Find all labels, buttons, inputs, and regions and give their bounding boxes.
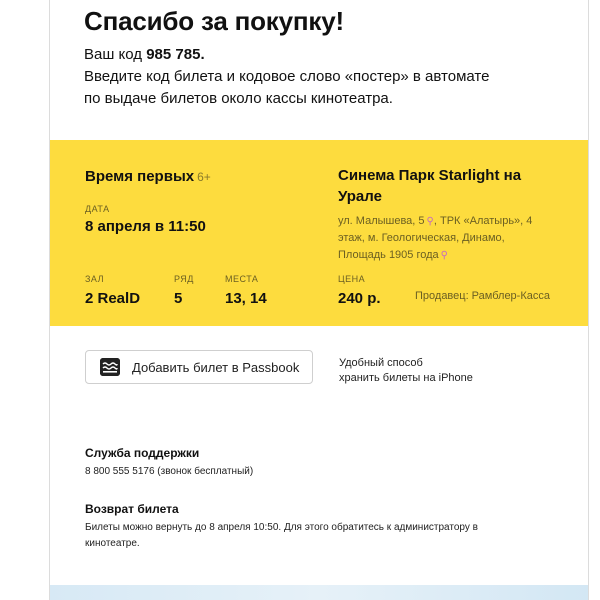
code-prefix: Ваш код xyxy=(84,46,143,63)
date-label: ДАТА xyxy=(85,204,110,214)
address-mall: ТРК «Алатырь», 4 этаж, xyxy=(338,215,533,244)
hall-value: 2 RealD xyxy=(85,290,141,307)
price-value: 240 р. xyxy=(338,290,381,307)
passbook-note-line-2: хранить билеты на iPhone xyxy=(339,372,473,384)
refund-title: Возврат билета xyxy=(85,502,179,516)
refund-text-line-2: кинотеатре. xyxy=(85,538,140,549)
map-pin-icon[interactable]: ⚲ xyxy=(440,250,448,261)
address-street: ул. Малышева, 5 xyxy=(338,215,425,227)
code-line xyxy=(84,44,489,66)
passbook-icon xyxy=(100,358,120,376)
address-square: Площадь 1905 года xyxy=(338,249,439,261)
intro-text xyxy=(84,44,489,110)
footer-banner xyxy=(50,585,588,600)
age-rating: 6+ xyxy=(197,170,211,184)
support-phone[interactable]: 8 800 555 5176 (звонок бесплатный) xyxy=(85,466,254,477)
cinema-name: Синема Парк Starlight на Урале xyxy=(338,167,522,205)
address-metro: м. Геологическая, Динамо, xyxy=(367,232,505,244)
instruction-line-1: Введите код билета и кодовое слово «постер» в автомате xyxy=(84,68,490,85)
row-value: 5 xyxy=(174,290,183,307)
content-border-right xyxy=(588,0,589,600)
ticket-code: 985 785. xyxy=(146,46,205,63)
movie-title xyxy=(85,168,211,185)
cinema-address: ул. Малышева, 5 ⚲, ТРК «Алатырь», 4 этаж, м. Геологическая, Динамо, Площадь 1905 года ⚲ xyxy=(338,215,533,261)
support-title: Служба поддержки xyxy=(85,446,200,460)
page-title: Спасибо за покупку! xyxy=(84,6,344,36)
movie-title-text: Время первых xyxy=(85,168,195,185)
map-pin-icon[interactable]: ⚲ xyxy=(426,216,434,227)
passbook-note-line-1: Удобный способ xyxy=(339,357,423,369)
instruction-line-2: по выдаче билетов около кассы кинотеатра. xyxy=(84,90,393,107)
seats-label: МЕСТА xyxy=(225,274,259,284)
price-label: ЦЕНА xyxy=(338,274,366,284)
row-label: РЯД xyxy=(174,274,194,284)
passbook-note xyxy=(339,356,473,386)
seats-value: 13, 14 xyxy=(225,290,267,307)
hall-label: ЗАЛ xyxy=(85,274,105,284)
passbook-button-label: Добавить билет в Passbook xyxy=(132,360,300,375)
seller-info: Продавец: Рамблер-Касса xyxy=(415,290,550,302)
add-to-passbook-button[interactable] xyxy=(85,350,313,384)
refund-text-line-1: Билеты можно вернуть до 8 апреля 10:50. Для этого обратитесь к администратору в xyxy=(85,522,478,533)
date-value: 8 апреля в 11:50 xyxy=(85,218,206,235)
